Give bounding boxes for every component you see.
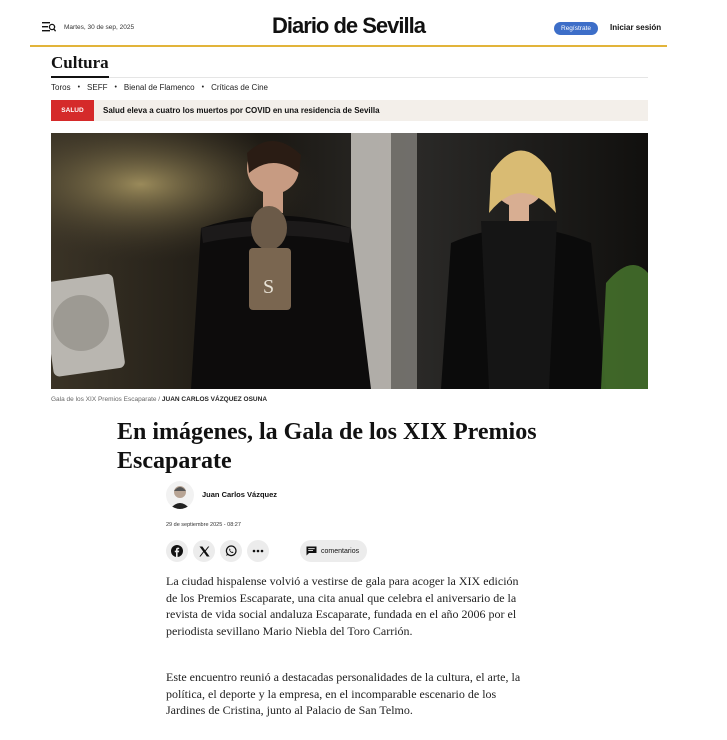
photo-caption-text: Gala de los XIX Premios Escaparate [51,396,157,403]
ticker-badge: SALUD [51,100,94,121]
section-subnav [51,83,268,92]
subnav-item-criticas[interactable]: Críticas de Cine [211,83,269,92]
breaking-news-ticker[interactable] [51,100,648,121]
article-paragraph: La ciudad hispalense volvió a vestirse de gala para acoger la XIX edición de los Premios Escaparate, una cita anual que celebra el aniversario de la revista de vida social andaluza Escaparate, fundada en el año 2006 por el periodista sevillano Mario Niebla del Toro Carrión. [166,574,519,638]
subnav-separator: • [201,84,205,91]
share-more-button[interactable] [247,540,269,562]
x-icon [199,546,210,557]
whatsapp-icon [225,545,237,557]
site-logo[interactable]: Diario de Sevilla [272,13,425,38]
comments-label: comentarios [321,547,360,555]
login-link[interactable]: Iniciar sesión [610,23,662,32]
article-paragraph: Este encuentro reunió a destacadas personalidades de la cultura, el arte, la política, el deporte y la empresa, en el incomparable escenario de los Jardines de Cristina, junto al Palacio de San Telmo. [166,670,521,717]
subnav-item-toros[interactable]: Toros [51,83,71,92]
share-whatsapp-button[interactable] [220,540,242,562]
svg-text:S: S [263,276,275,298]
share-facebook-button[interactable] [166,540,188,562]
subnav-item-seff[interactable]: SEFF [87,83,108,92]
section-active-indicator [51,76,109,78]
share-x-button[interactable] [193,540,215,562]
article-title: En imágenes, la Gala de los XIX Premios Escaparate [117,419,537,474]
ticker-headline[interactable]: Salud eleva a cuatro los muertos por COVID en una residencia de Sevilla [103,106,380,115]
subnav-separator: • [77,84,81,91]
publish-date: 29 de septiembre 2025 - 08:27 [166,522,241,528]
register-button[interactable]: Regístrate [554,22,598,35]
header-date: Martes, 30 de sep, 2025 [64,24,135,31]
author-portrait-icon [166,481,194,509]
top-bar [30,0,667,47]
author-name[interactable]: Juan Carlos Vázquez [202,490,278,499]
comment-bubble-icon [306,546,317,556]
section-divider [51,77,648,78]
comments-button[interactable] [300,540,367,562]
subnav-separator: • [114,84,117,91]
facebook-icon [171,545,183,557]
photo-caption: Gala de los XIX Premios Escaparate / JUAN CARLOS VÁZQUEZ OSUNA [51,396,268,403]
subnav-item-bienal[interactable]: Bienal de Flamenco [123,83,195,92]
award-photo-illustration [51,133,648,389]
section-title[interactable]: Cultura [51,53,109,72]
author-avatar[interactable] [166,481,194,509]
photo-credit: JUAN CARLOS VÁZQUEZ OSUNA [161,396,268,403]
more-dots-icon [252,549,264,553]
article-photo [51,133,648,389]
